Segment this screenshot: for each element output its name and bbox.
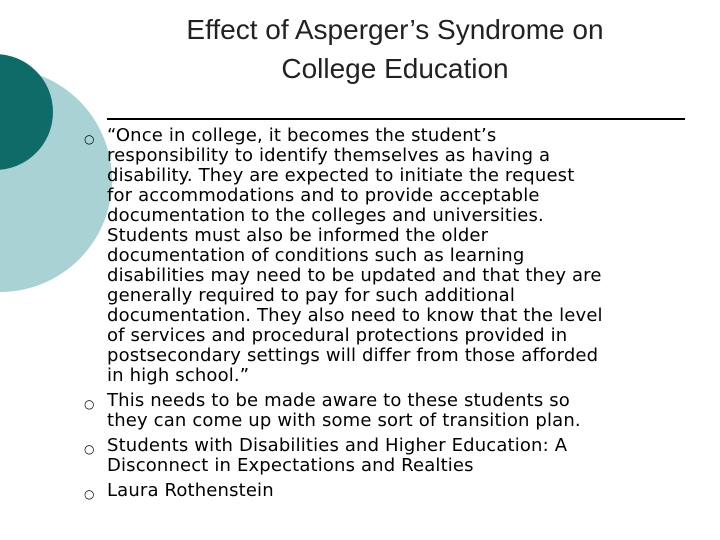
- slide-title: [110, 10, 680, 88]
- bullet-transition: [84, 391, 696, 431]
- bullet-text: Laura Rothenstein: [107, 480, 274, 501]
- title-divider: [107, 118, 685, 120]
- bullet-author: [84, 481, 696, 504]
- bullet-circle-icon: ○: [84, 442, 95, 456]
- bullet-circle-icon: ○: [84, 487, 95, 501]
- bullet-text: “Once in college, it becomes the student’s responsibility to identify themselves as having a disability. They are expected to initiate the request for accommodations and to provide acceptable documentation to the colleges and universities. Students must also be informed the older documentation of conditions such as learning disabilities may need to be updated and that they are generally required to pay for such additional documentation. They also need to know that the level of services and procedural protections provided in postsecondary settings will differ from those afforded in high school.”: [107, 125, 603, 386]
- title-line-2: College Education: [281, 53, 509, 84]
- bullet-quote: [84, 126, 696, 386]
- bullet-list: [84, 126, 696, 504]
- title-line-1: Effect of Asperger’s Syndrome on: [186, 14, 604, 45]
- bullet-text: Students with Disabilities and Higher Education: A Disconnect in Expectations and Realties: [107, 435, 568, 476]
- bullet-circle-icon: ○: [84, 397, 95, 411]
- bullet-source-title: [84, 436, 696, 476]
- bullet-circle-icon: ○: [84, 132, 95, 146]
- bullet-text: This needs to be made aware to these students so they can come up with some sort of transition plan.: [107, 390, 581, 431]
